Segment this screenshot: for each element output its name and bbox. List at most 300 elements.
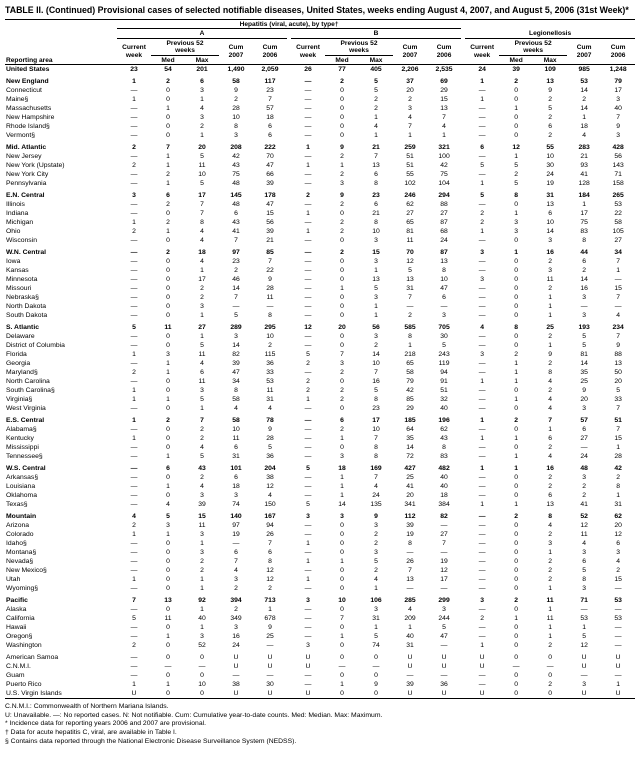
- value-cell: 9: [548, 351, 553, 359]
- value-cell: 0: [514, 483, 519, 491]
- value-cell: 4: [582, 540, 587, 548]
- value-cell: 0: [514, 549, 519, 557]
- value-cell: 3: [374, 294, 378, 302]
- value-cell: 2: [234, 96, 238, 104]
- value-cell: —: [130, 285, 138, 293]
- value-cell: U: [479, 663, 485, 671]
- value-cell: 10: [198, 681, 206, 689]
- value-cell: 1: [200, 540, 204, 548]
- value-cell: —: [130, 672, 138, 680]
- value-cell: 6: [234, 549, 238, 557]
- value-cell: 1: [200, 333, 204, 341]
- value-cell: 143: [612, 162, 624, 170]
- value-cell: —: [304, 474, 312, 482]
- value-cell: 243: [438, 351, 450, 359]
- legionellosis-top-spacer: [465, 19, 635, 29]
- value-cell: 8: [582, 237, 587, 245]
- table-row: [5, 293, 635, 302]
- hepatitis-a-header: A: [117, 29, 287, 39]
- value-cell: 34: [232, 378, 240, 386]
- value-cell: 0: [514, 294, 519, 302]
- value-cell: 11: [198, 522, 206, 530]
- value-cell: 2: [166, 201, 170, 209]
- value-cell: U: [233, 654, 239, 662]
- value-cell: 1: [166, 633, 170, 641]
- table-row: [5, 311, 635, 320]
- reporting-area-cell: E.S. Central: [6, 417, 45, 425]
- value-cell: —: [304, 105, 312, 113]
- value-cell: 1: [166, 162, 170, 170]
- value-cell: 169: [370, 465, 382, 473]
- value-cell: 0: [514, 333, 519, 341]
- value-cell: 53: [580, 78, 588, 86]
- value-cell: —: [478, 549, 486, 557]
- value-cell: —: [478, 153, 486, 161]
- reporting-area-cell: W.S. Central: [6, 465, 46, 473]
- value-cell: 9: [374, 513, 378, 521]
- value-cell: 13: [546, 501, 554, 509]
- value-cell: 30: [546, 162, 554, 170]
- value-cell: 1: [480, 180, 485, 188]
- value-cell: 7: [616, 294, 621, 302]
- value-cell: —: [478, 258, 486, 266]
- value-cell: 2: [132, 228, 136, 236]
- value-cell: 5: [442, 624, 446, 632]
- value-cell: 12: [304, 324, 312, 332]
- value-cell: 40: [614, 105, 622, 113]
- value-cell: 394: [230, 597, 242, 605]
- value-cell: —: [304, 624, 312, 632]
- value-cell: 0: [340, 378, 344, 386]
- value-cell: 2: [548, 681, 553, 689]
- value-cell: —: [406, 303, 414, 311]
- value-cell: 32: [440, 396, 448, 404]
- value-cell: —: [440, 303, 448, 311]
- value-cell: —: [406, 585, 414, 593]
- value-cell: 1,248: [609, 66, 627, 74]
- value-cell: 1: [514, 249, 519, 257]
- value-cell: —: [478, 333, 486, 341]
- value-cell: —: [304, 531, 312, 539]
- value-cell: 1: [132, 96, 136, 104]
- value-cell: 0: [166, 405, 170, 413]
- value-cell: 33: [266, 369, 274, 377]
- value-cell: 23: [232, 258, 240, 266]
- reporting-area-cell: Louisiana: [6, 483, 36, 491]
- value-cell: 17: [372, 417, 380, 425]
- value-cell: 0: [340, 294, 344, 302]
- value-cell: —: [266, 642, 274, 650]
- value-cell: —: [304, 444, 312, 452]
- value-cell: 43: [198, 465, 206, 473]
- value-cell: 1: [340, 474, 344, 482]
- reporting-area-cell: Pacific: [6, 597, 28, 605]
- value-cell: —: [304, 219, 312, 227]
- value-cell: 9: [268, 426, 272, 434]
- table-row: [5, 413, 635, 425]
- value-cell: 8: [234, 123, 238, 131]
- value-cell: 0: [514, 387, 519, 395]
- value-cell: 2: [166, 171, 170, 179]
- value-cell: 1: [132, 387, 136, 395]
- value-cell: 3: [200, 303, 204, 311]
- value-cell: 7: [374, 435, 378, 443]
- table-row: [5, 548, 635, 557]
- value-cell: 27: [440, 210, 448, 218]
- value-cell: —: [130, 342, 138, 350]
- value-cell: 53: [614, 615, 622, 623]
- value-cell: 1: [306, 228, 310, 236]
- table-row: [5, 680, 635, 689]
- value-cell: 1: [166, 369, 170, 377]
- value-cell: —: [478, 558, 486, 566]
- value-cell: 87: [440, 249, 448, 257]
- value-cell: U: [305, 654, 311, 662]
- value-cell: 7: [548, 417, 553, 425]
- value-cell: 0: [514, 681, 519, 689]
- value-cell: —: [304, 294, 312, 302]
- value-cell: 28: [266, 435, 274, 443]
- value-cell: —: [614, 633, 622, 641]
- value-cell: 1: [514, 615, 519, 623]
- value-cell: 28: [232, 105, 240, 113]
- value-cell: —: [512, 663, 520, 671]
- value-cell: 0: [514, 567, 519, 575]
- value-cell: 37: [406, 78, 414, 86]
- value-cell: 3: [200, 387, 204, 395]
- value-cell: —: [130, 87, 138, 95]
- value-cell: 1: [514, 153, 519, 161]
- value-cell: 4: [408, 114, 412, 122]
- value-cell: 26: [406, 558, 414, 566]
- value-cell: 94: [440, 369, 448, 377]
- value-cell: 102: [404, 180, 416, 188]
- value-cell: 3: [234, 576, 238, 584]
- value-cell: 7: [166, 144, 170, 152]
- value-cell: 75: [232, 171, 240, 179]
- value-cell: 0: [166, 303, 170, 311]
- value-cell: 2: [374, 96, 378, 104]
- reporting-area-cell: New Jersey: [6, 153, 42, 161]
- reporting-area-cell: Maine§: [6, 96, 29, 104]
- value-cell: 3: [200, 87, 204, 95]
- value-cell: —: [130, 540, 138, 548]
- value-cell: 1: [340, 285, 344, 293]
- value-cell: 0: [340, 531, 344, 539]
- value-cell: 10: [338, 597, 346, 605]
- value-cell: 57: [266, 105, 274, 113]
- value-cell: 11: [198, 162, 206, 170]
- value-cell: 23: [372, 192, 380, 200]
- value-cell: 24: [546, 171, 554, 179]
- value-cell: 1: [200, 312, 204, 320]
- value-cell: 50: [614, 369, 622, 377]
- value-cell: —: [130, 453, 138, 461]
- value-cell: —: [130, 123, 138, 131]
- value-cell: 0: [514, 132, 519, 140]
- reporting-area-cell: Virginia§: [6, 396, 33, 404]
- value-cell: 2: [306, 192, 310, 200]
- value-cell: —: [478, 483, 486, 491]
- table-row: [5, 122, 635, 131]
- value-cell: —: [614, 624, 622, 632]
- value-cell: 10: [232, 114, 240, 122]
- hep-a-cum-2006-header: [253, 38, 287, 65]
- value-cell: 3: [480, 276, 485, 284]
- value-cell: —: [304, 267, 312, 275]
- value-cell: 8: [616, 483, 621, 491]
- value-cell: 23: [372, 405, 380, 413]
- value-cell: —: [614, 585, 622, 593]
- value-cell: 204: [264, 465, 276, 473]
- value-cell: 97: [232, 522, 240, 530]
- value-cell: 4: [548, 396, 553, 404]
- value-cell: 178: [264, 192, 276, 200]
- value-cell: —: [130, 633, 138, 641]
- value-cell: —: [304, 78, 312, 86]
- value-cell: 13: [406, 576, 414, 584]
- value-cell: 5: [374, 633, 378, 641]
- value-cell: 11: [580, 531, 588, 539]
- value-cell: 2: [234, 585, 238, 593]
- value-cell: 3: [582, 312, 587, 320]
- reporting-area-cell: C.N.M.I.: [6, 663, 31, 671]
- table-row: [5, 341, 635, 350]
- footnotes: [5, 703, 635, 746]
- reporting-area-cell: United States: [6, 66, 50, 74]
- hep-b-max-header: Max: [359, 55, 393, 65]
- value-cell: 13: [372, 162, 380, 170]
- value-cell: 54: [164, 66, 172, 74]
- reporting-area-cell: Oregon§: [6, 633, 33, 641]
- value-cell: 3: [616, 549, 621, 557]
- value-cell: —: [304, 435, 312, 443]
- value-cell: 70: [406, 249, 414, 257]
- value-cell: 2: [408, 96, 412, 104]
- value-cell: 0: [514, 540, 519, 548]
- value-cell: 65: [406, 360, 414, 368]
- value-cell: 265: [612, 192, 624, 200]
- table-row: [5, 593, 635, 605]
- value-cell: U: [267, 663, 273, 671]
- value-cell: 3: [582, 585, 587, 593]
- table-row: [5, 368, 635, 377]
- value-cell: 349: [230, 615, 242, 623]
- value-cell: 20: [406, 87, 414, 95]
- value-cell: 51: [614, 417, 622, 425]
- value-cell: 2: [200, 285, 204, 293]
- value-cell: 5: [582, 633, 587, 641]
- value-cell: 13: [614, 360, 622, 368]
- value-cell: 75: [580, 219, 588, 227]
- value-cell: 29: [406, 405, 414, 413]
- value-cell: —: [304, 237, 312, 245]
- value-cell: 70: [266, 153, 274, 161]
- value-cell: 5: [374, 87, 378, 95]
- value-cell: 58: [614, 219, 622, 227]
- value-cell: —: [478, 105, 486, 113]
- value-cell: 1: [408, 624, 412, 632]
- table-row: [5, 161, 635, 170]
- value-cell: 36: [266, 360, 274, 368]
- value-cell: 1: [132, 351, 136, 359]
- value-cell: 2: [582, 492, 587, 500]
- value-cell: 31: [406, 642, 414, 650]
- value-cell: 4: [548, 522, 553, 530]
- value-cell: 13: [372, 276, 380, 284]
- table-row: [5, 140, 635, 152]
- value-cell: 3: [166, 351, 170, 359]
- value-cell: 2: [582, 267, 587, 275]
- value-cell: 65: [406, 219, 414, 227]
- reporting-area-cell: E.N. Central: [6, 192, 45, 200]
- value-cell: 0: [185, 689, 219, 699]
- value-cell: —: [614, 672, 622, 680]
- value-cell: 1: [166, 228, 170, 236]
- value-cell: 3: [340, 360, 344, 368]
- value-cell: —: [304, 303, 312, 311]
- hep-a-cum-2007-header: [219, 38, 253, 65]
- value-cell: 1: [480, 228, 485, 236]
- value-cell: 3: [306, 513, 310, 521]
- value-cell: 18: [198, 249, 206, 257]
- value-cell: —: [478, 453, 486, 461]
- value-cell: 1: [514, 360, 519, 368]
- value-cell: 52: [198, 642, 206, 650]
- value-cell: —: [478, 201, 486, 209]
- reporting-area-cell: Iowa: [6, 258, 21, 266]
- value-cell: 38: [266, 474, 274, 482]
- value-cell: 20: [406, 492, 414, 500]
- value-cell: 71: [580, 597, 588, 605]
- value-cell: —: [130, 114, 138, 122]
- cum-2006-label: Cum 2006: [610, 44, 626, 59]
- value-cell: 30: [440, 333, 448, 341]
- value-cell: 11: [546, 597, 554, 605]
- reporting-area-cell: Maryland§: [6, 369, 38, 377]
- value-cell: 97: [232, 249, 240, 257]
- value-cell: 4: [548, 405, 553, 413]
- value-cell: 9: [268, 276, 272, 284]
- value-cell: 2: [340, 228, 344, 236]
- value-cell: 713: [264, 597, 276, 605]
- value-cell: 9: [616, 342, 621, 350]
- value-cell: 56: [372, 324, 380, 332]
- value-cell: 7: [234, 294, 238, 302]
- value-cell: —: [232, 540, 240, 548]
- value-cell: 57: [580, 417, 588, 425]
- value-cell: 0: [514, 276, 519, 284]
- value-cell: 4: [582, 132, 587, 140]
- value-cell: —: [440, 585, 448, 593]
- value-cell: 1: [374, 624, 378, 632]
- value-cell: —: [580, 444, 588, 452]
- value-cell: 46: [232, 276, 240, 284]
- value-cell: —: [304, 96, 312, 104]
- value-cell: 5: [268, 444, 272, 452]
- value-cell: 22: [614, 210, 622, 218]
- value-cell: 1: [132, 576, 136, 584]
- value-cell: 0: [340, 303, 344, 311]
- value-cell: 1: [340, 162, 344, 170]
- reporting-area-cell: North Carolina: [6, 378, 50, 386]
- value-cell: 2: [480, 210, 485, 218]
- value-cell: —: [130, 501, 138, 509]
- value-cell: 25: [266, 633, 274, 641]
- value-cell: 0: [166, 567, 170, 575]
- value-cell: 14: [580, 87, 588, 95]
- value-cell: 5: [132, 324, 136, 332]
- value-cell: —: [440, 549, 448, 557]
- table-row: [5, 65, 635, 75]
- value-cell: 10: [232, 426, 240, 434]
- value-cell: U: [407, 663, 413, 671]
- value-cell: 7: [374, 369, 378, 377]
- value-cell: 2: [200, 474, 204, 482]
- value-cell: 16: [580, 285, 588, 293]
- value-cell: 3: [548, 267, 553, 275]
- value-cell: 1: [480, 435, 485, 443]
- value-cell: 16: [546, 249, 554, 257]
- value-cell: 1: [480, 501, 485, 509]
- value-cell: —: [304, 426, 312, 434]
- reporting-area-cell: Alabama§: [6, 426, 37, 434]
- value-cell: —: [406, 672, 414, 680]
- value-cell: 10: [372, 360, 380, 368]
- value-cell: 7: [234, 237, 238, 245]
- value-cell: 30: [266, 681, 274, 689]
- value-cell: 1: [374, 132, 378, 140]
- value-cell: 25: [406, 474, 414, 482]
- value-cell: 5: [200, 453, 204, 461]
- table-row: [5, 386, 635, 395]
- value-cell: —: [580, 672, 588, 680]
- value-cell: —: [304, 123, 312, 131]
- table-row: [5, 521, 635, 530]
- value-cell: 0: [325, 689, 359, 699]
- value-cell: 10: [440, 276, 448, 284]
- value-cell: 0: [166, 114, 170, 122]
- value-cell: 5: [132, 615, 136, 623]
- value-cell: 119: [438, 360, 450, 368]
- value-cell: —: [304, 132, 312, 140]
- value-cell: —: [130, 333, 138, 341]
- table-row: [5, 170, 635, 179]
- value-cell: 0: [166, 210, 170, 218]
- value-cell: 41: [580, 501, 588, 509]
- value-cell: 0: [340, 258, 344, 266]
- value-cell: 2: [374, 342, 378, 350]
- value-cell: 1: [166, 153, 170, 161]
- value-cell: 3: [234, 333, 238, 341]
- value-cell: 18: [232, 483, 240, 491]
- value-cell: 3: [582, 405, 587, 413]
- reporting-area-cell: Pennsylvania: [6, 180, 47, 188]
- value-cell: 42: [406, 387, 414, 395]
- value-cell: 0: [548, 672, 553, 680]
- table-row: [5, 641, 635, 650]
- value-cell: U: [615, 654, 621, 662]
- value-cell: 8: [442, 444, 446, 452]
- value-cell: 6: [582, 258, 587, 266]
- value-cell: 2: [166, 417, 170, 425]
- table-row: [5, 332, 635, 341]
- value-cell: —: [304, 171, 312, 179]
- value-cell: 4: [268, 405, 272, 413]
- value-cell: 2: [340, 153, 344, 161]
- table-row: [5, 671, 635, 680]
- value-cell: —: [130, 294, 138, 302]
